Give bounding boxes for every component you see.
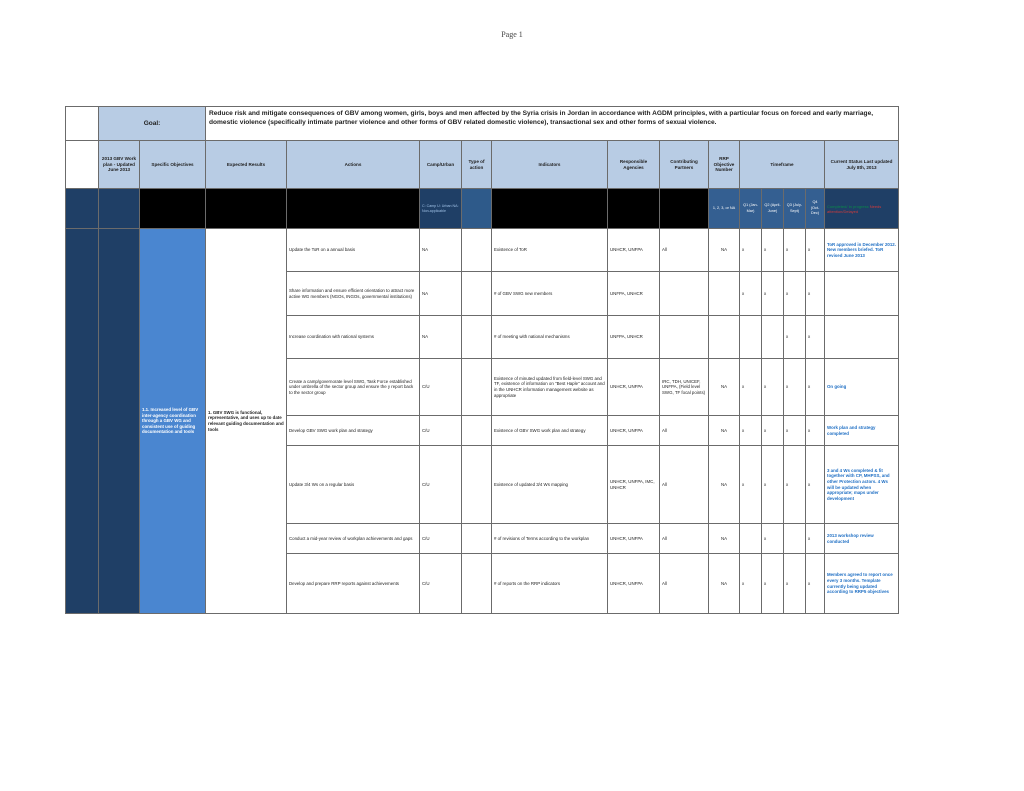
q2-cell: x	[762, 554, 784, 614]
contributing-cell: All	[660, 416, 709, 446]
q2-cell: x	[762, 229, 784, 272]
responsible-cell: UNHCR, UNFPA	[608, 554, 660, 614]
header-specific-objectives: Specific Objectives	[140, 141, 206, 189]
type-cell	[462, 416, 492, 446]
camp-cell: NA	[420, 229, 462, 272]
q4-cell: x	[806, 554, 825, 614]
q2-label: Q2 (April-June)	[762, 189, 784, 229]
action-cell: Create a camp/governorate level SWG, Task Force established under umbrella of the sector group and ensure the y report back to the sector group	[287, 359, 420, 416]
header-camp-urban: Camp/Urban	[420, 141, 462, 189]
q4-cell: x	[806, 272, 825, 316]
q1-cell: x	[740, 446, 762, 524]
indicator-cell: # of GBV SWG new members	[492, 272, 608, 316]
status-cell: Members agreed to report once every 3 months. Template currently being updated according to RRP5 objectives	[825, 554, 899, 614]
q4-cell: x	[806, 446, 825, 524]
q4-cell: x	[806, 359, 825, 416]
sub-black-3	[287, 189, 420, 229]
q3-cell: x	[784, 272, 806, 316]
indicator-cell: # of meeting with national mechanisms	[492, 316, 608, 359]
type-cell	[462, 229, 492, 272]
plan-band	[99, 229, 140, 614]
q2-cell	[762, 316, 784, 359]
indicator-cell: Existence of GBV SWG work plan and strategy	[492, 416, 608, 446]
corner-cell	[66, 107, 99, 141]
status-cell	[825, 272, 899, 316]
q3-cell	[784, 524, 806, 554]
gbv-workplan-table	[65, 106, 899, 614]
q3-cell: x	[784, 359, 806, 416]
responsible-cell: UNHCR, UNFPA	[608, 524, 660, 554]
sub-black-2	[206, 189, 287, 229]
goal-text: Reduce risk and mitigate consequences of GBV among women, girls, boys and men affected by the Syria crisis in Jordan in accordance with AGDM principles, with a particular focus on forced and early marriage, domestic violence (specifically intimate partner violence and other forms of GBV related domestic violence), transactional sex and other forms of sexual violence.	[206, 107, 899, 141]
action-cell: Conduct a mid-year review of workplan achievements and gaps	[287, 524, 420, 554]
header-timeframe: Timeframe	[740, 141, 825, 189]
q2-cell: x	[762, 272, 784, 316]
header-expected-results: Expected Results	[206, 141, 287, 189]
responsible-cell: UNHCR, UNFPA, IMC, UNHCR	[608, 446, 660, 524]
q1-cell	[740, 524, 762, 554]
responsible-cell: UNFPA, UNHCR	[608, 316, 660, 359]
action-cell: Update 3/4 Ws on a regular basis	[287, 446, 420, 524]
goal-label: Goal:	[99, 107, 206, 141]
q4-label: Q4 (Oct-Dec)	[806, 189, 825, 229]
camp-cell: NA	[420, 316, 462, 359]
q3-label: Q3 (July-Sept)	[784, 189, 806, 229]
q2-cell: x	[762, 446, 784, 524]
indicator-cell: # of reports on the RRP indicators	[492, 554, 608, 614]
sub-black-5	[608, 189, 660, 229]
header-current-status: Current Status Last updated July 8th, 2013	[825, 141, 899, 189]
sub-blank-1	[66, 189, 99, 229]
camp-legend: C: Camp U: Urban NA: Non-applicable	[420, 189, 462, 229]
camp-cell: NA	[420, 272, 462, 316]
status-legend-red: Needs attention/Delayed	[827, 203, 882, 214]
camp-cell: C/U	[420, 524, 462, 554]
responsible-cell: UNHCR, UNFPA	[608, 416, 660, 446]
type-cell	[462, 554, 492, 614]
responsible-cell: UNHCR, UNFPA	[608, 359, 660, 416]
action-cell: Develop and prepare RRP reports against achievements	[287, 554, 420, 614]
rrp-cell: NA	[709, 524, 740, 554]
q1-label: Q1 (Jan-Mar)	[740, 189, 762, 229]
type-cell	[462, 359, 492, 416]
contributing-cell: All	[660, 524, 709, 554]
header-actions: Actions	[287, 141, 420, 189]
status-cell: Work plan and strategy completed	[825, 416, 899, 446]
left-band	[66, 229, 99, 614]
q3-cell: x	[784, 416, 806, 446]
status-legend-green: Completed/ In progress	[827, 203, 869, 209]
indicator-cell: # of revisions of Terms according to the workplan	[492, 524, 608, 554]
q3-cell: x	[784, 446, 806, 524]
rrp-cell: NA	[709, 416, 740, 446]
q1-cell: x	[740, 554, 762, 614]
contributing-cell	[660, 272, 709, 316]
contributing-cell: All	[660, 229, 709, 272]
type-cell	[462, 316, 492, 359]
sub-black-6	[660, 189, 709, 229]
action-cell: Develop GBV SWG work plan and strategy	[287, 416, 420, 446]
rrp-cell	[709, 316, 740, 359]
status-cell	[825, 316, 899, 359]
page-number: Page 1	[501, 30, 523, 39]
status-cell: 2013 workshop review conducted	[825, 524, 899, 554]
rrp-cell: NA	[709, 446, 740, 524]
indicator-cell: Existence of ToR	[492, 229, 608, 272]
q4-cell: x	[806, 229, 825, 272]
q1-cell: x	[740, 416, 762, 446]
contributing-cell: All	[660, 554, 709, 614]
header-indicators: Indicators	[492, 141, 608, 189]
q4-cell: x	[806, 524, 825, 554]
blank-header	[66, 141, 99, 189]
sub-black-4	[492, 189, 608, 229]
rrp-cell: NA	[709, 359, 740, 416]
q4-cell: x	[806, 416, 825, 446]
rrp-cell	[709, 272, 740, 316]
sub-blank-2	[99, 189, 140, 229]
type-cell	[462, 446, 492, 524]
contributing-cell: IRC, TDH, UNICEF, UNFPA, (Field level SWG, TF focal points)	[660, 359, 709, 416]
type-cell	[462, 272, 492, 316]
q3-cell: x	[784, 229, 806, 272]
camp-cell: C/U	[420, 446, 462, 524]
q2-cell: x	[762, 359, 784, 416]
q1-cell: x	[740, 229, 762, 272]
q3-cell: x	[784, 554, 806, 614]
q3-cell: x	[784, 316, 806, 359]
status-cell: On going	[825, 359, 899, 416]
header-contributing: Contributing Partners	[660, 141, 709, 189]
sub-black-1	[140, 189, 206, 229]
header-rrp: RRP Objective Number	[709, 141, 740, 189]
indicator-cell: Existence of minuted updated from field-level SWG and TF, existence of information on "Best Haple" account and in the UNHCR information management website as appropriate	[492, 359, 608, 416]
header-plan: 2013 GBV Work plan - Updated June 2013	[99, 141, 140, 189]
action-cell: Share information and ensure efficient orientation to attract more active WG members (NGOs, INGOs, governmental institutions)	[287, 272, 420, 316]
q1-cell: x	[740, 359, 762, 416]
q1-cell	[740, 316, 762, 359]
header-responsible: Responsible Agencies	[608, 141, 660, 189]
responsible-cell: UNHCR, UNFPA	[608, 229, 660, 272]
rrp-cell: NA	[709, 554, 740, 614]
status-legend	[825, 189, 899, 229]
header-type-of-action: Type of action	[462, 141, 492, 189]
status-cell: ToR approved in December 2012. New members briefed. ToR revised June 2013	[825, 229, 899, 272]
contributing-cell	[660, 316, 709, 359]
camp-cell: C/U	[420, 359, 462, 416]
camp-cell: C/U	[420, 416, 462, 446]
status-cell: 3 and 4 Ws completed & fit together with CP, MHPSS, and other Protection actors. 4 Ws will be updated when appropriate; maps under development	[825, 446, 899, 524]
q2-cell: x	[762, 524, 784, 554]
action-cell: Update the ToR on a annual basis	[287, 229, 420, 272]
rrp-values: 1, 2, 3, or NA	[709, 189, 740, 229]
specific-objective: 1.1. Increased level of GBV inter-agency coordination through a GBV WG and consistent use of guiding documentation and tools	[140, 229, 206, 614]
sub-type-cell	[462, 189, 492, 229]
type-cell	[462, 524, 492, 554]
expected-result: 1. GBV SWG is functional, representative, and uses up to date relevant guiding documentation and tools	[206, 229, 287, 614]
q4-cell: x	[806, 316, 825, 359]
camp-cell: C/U	[420, 554, 462, 614]
rrp-cell: NA	[709, 229, 740, 272]
indicator-cell: Existence of updated 3/4 Ws mapping	[492, 446, 608, 524]
action-cell: Increase coordination with national systems	[287, 316, 420, 359]
responsible-cell: UNFPA, UNHCR	[608, 272, 660, 316]
contributing-cell: All	[660, 446, 709, 524]
q2-cell: x	[762, 416, 784, 446]
q1-cell: x	[740, 272, 762, 316]
